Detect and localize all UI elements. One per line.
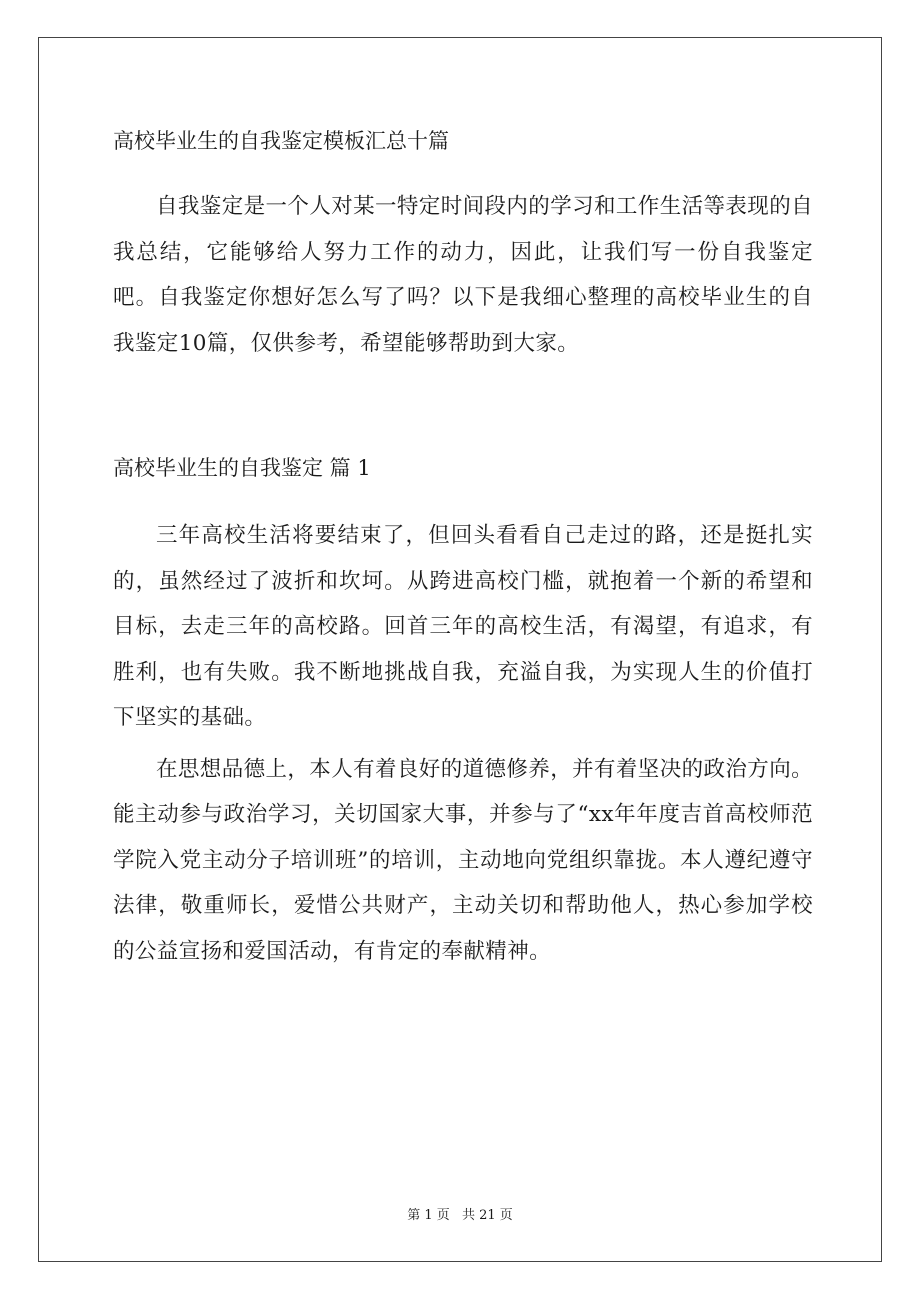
intro-paragraph: 自我鉴定是一个人对某一特定时间段内的学习和工作生活等表现的自我总结，它能够给人努力工作的动力，因此，让我们写一份自我鉴定吧。自我鉴定你想好怎么写了吗？以下是我细心整理的高校毕业生的自我鉴定10篇，仅供参考，希望能够帮助到大家。	[113, 194, 814, 356]
section-heading: 高校毕业生的自我鉴定 篇 1	[113, 456, 371, 480]
page-footer	[0, 1208, 920, 1224]
document-body	[113, 122, 813, 974]
page-total: 共 21 页	[461, 1208, 513, 1223]
body-paragraph-2: 在思想品德上，本人有着良好的道德修养，并有着坚决的政治方向。能主动参与政治学习，关切国家大事，并参与了“xx年年度吉首高校师范学院入党主动分子培训班”的培训，主动地向党组织靠拢。本人遵纪遵守法律，敬重师长，爱惜公共财产，主动关切和帮助他人，热心参加学校的公益宣扬和爱国活动，有肯定的奉献精神。	[113, 756, 814, 964]
page-number: 第 1 页	[407, 1208, 450, 1223]
document-title: 高校毕业生的自我鉴定模板汇总十篇	[113, 129, 449, 153]
body-paragraph-1: 三年高校生活将要结束了，但回头看看自己走过的路，还是挺扎实的，虽然经过了波折和坎坷。从跨进高校门槛，就抱着一个新的希望和目标，去走三年的高校路。回首三年的高校生活，有渴望，有追求，有胜利，也有失败。我不断地挑战自我，充溢自我，为实现人生的价值打下坚实的基础。	[113, 523, 813, 730]
